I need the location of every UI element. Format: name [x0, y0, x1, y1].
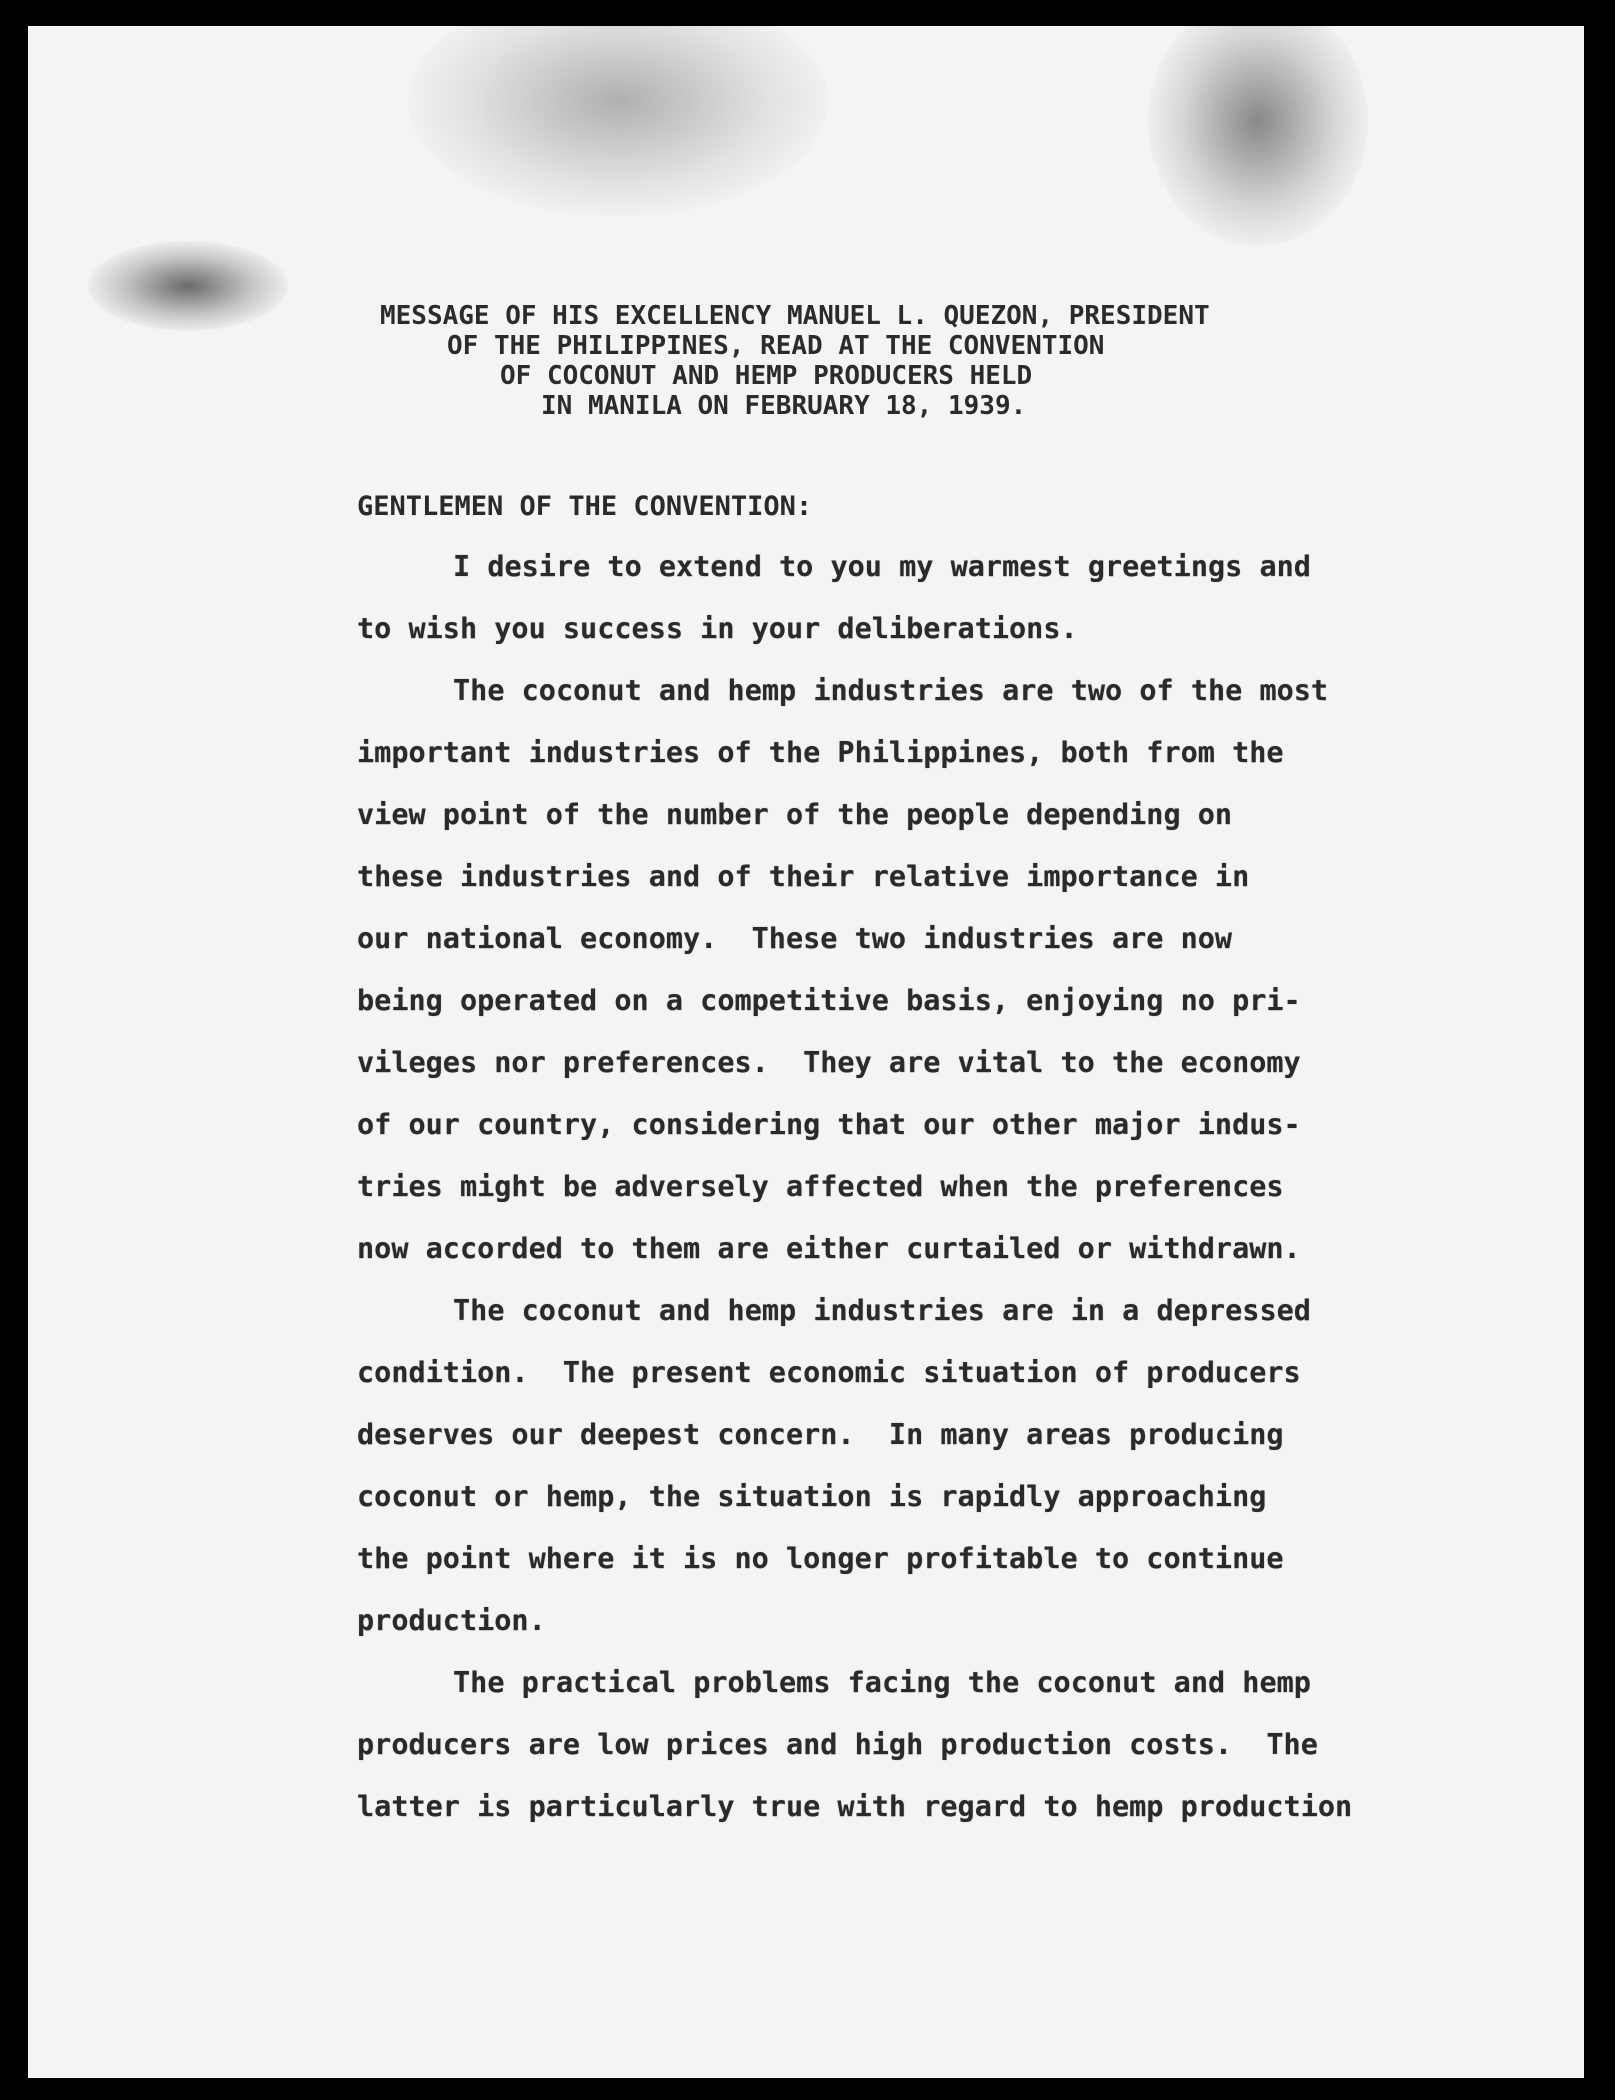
heading-line: OF COCONUT AND HEMP PRODUCERS HELD [500, 361, 1033, 391]
body-line: coconut or hemp, the situation is rapidly approaching [357, 1480, 1267, 1513]
body-line: these industries and of their relative importance in [357, 860, 1250, 893]
body-line: latter is particularly true with regard to hemp production [357, 1790, 1353, 1823]
body-line: The coconut and hemp industries are two of the most [453, 674, 1329, 707]
body-line: tries might be adversely affected when the preferences [357, 1170, 1284, 1203]
body-line: production. [357, 1604, 546, 1637]
body-line: of our country, considering that our other major indus- [357, 1108, 1301, 1141]
document-text [28, 26, 1590, 2078]
heading-line: IN MANILA ON FEBRUARY 18, 1939. [541, 391, 1027, 421]
body-line: vileges nor preferences. They are vital to the economy [357, 1046, 1301, 1079]
body-line: condition. The present economic situation of producers [357, 1356, 1301, 1389]
body-line: The practical problems facing the coconut and hemp [453, 1666, 1311, 1699]
body-line: I desire to extend to you my warmest greetings and [453, 550, 1311, 583]
body-line: to wish you success in your deliberations. [357, 612, 1078, 645]
heading-line: MESSAGE OF HIS EXCELLENCY MANUEL L. QUEZON, PRESIDENT [380, 301, 1210, 331]
body-line: now accorded to them are either curtailed or withdrawn. [357, 1232, 1301, 1265]
document-page [28, 26, 1590, 2078]
body-line: being operated on a competitive basis, enjoying no pri- [357, 984, 1301, 1017]
body-line: the point where it is no longer profitable to continue [357, 1542, 1284, 1575]
body-line: deserves our deepest concern. In many areas producing [357, 1418, 1284, 1451]
salutation: GENTLEMEN OF THE CONVENTION: [357, 491, 813, 522]
body-line: view point of the number of the people depending on [357, 798, 1233, 831]
body-line: The coconut and hemp industries are in a depressed [453, 1294, 1311, 1327]
heading-line: OF THE PHILIPPINES, READ AT THE CONVENTION [447, 331, 1105, 361]
body-line: important industries of the Philippines, both from the [357, 736, 1284, 769]
body-line: our national economy. These two industries are now [357, 922, 1233, 955]
body-line: producers are low prices and high production costs. The [357, 1728, 1318, 1761]
